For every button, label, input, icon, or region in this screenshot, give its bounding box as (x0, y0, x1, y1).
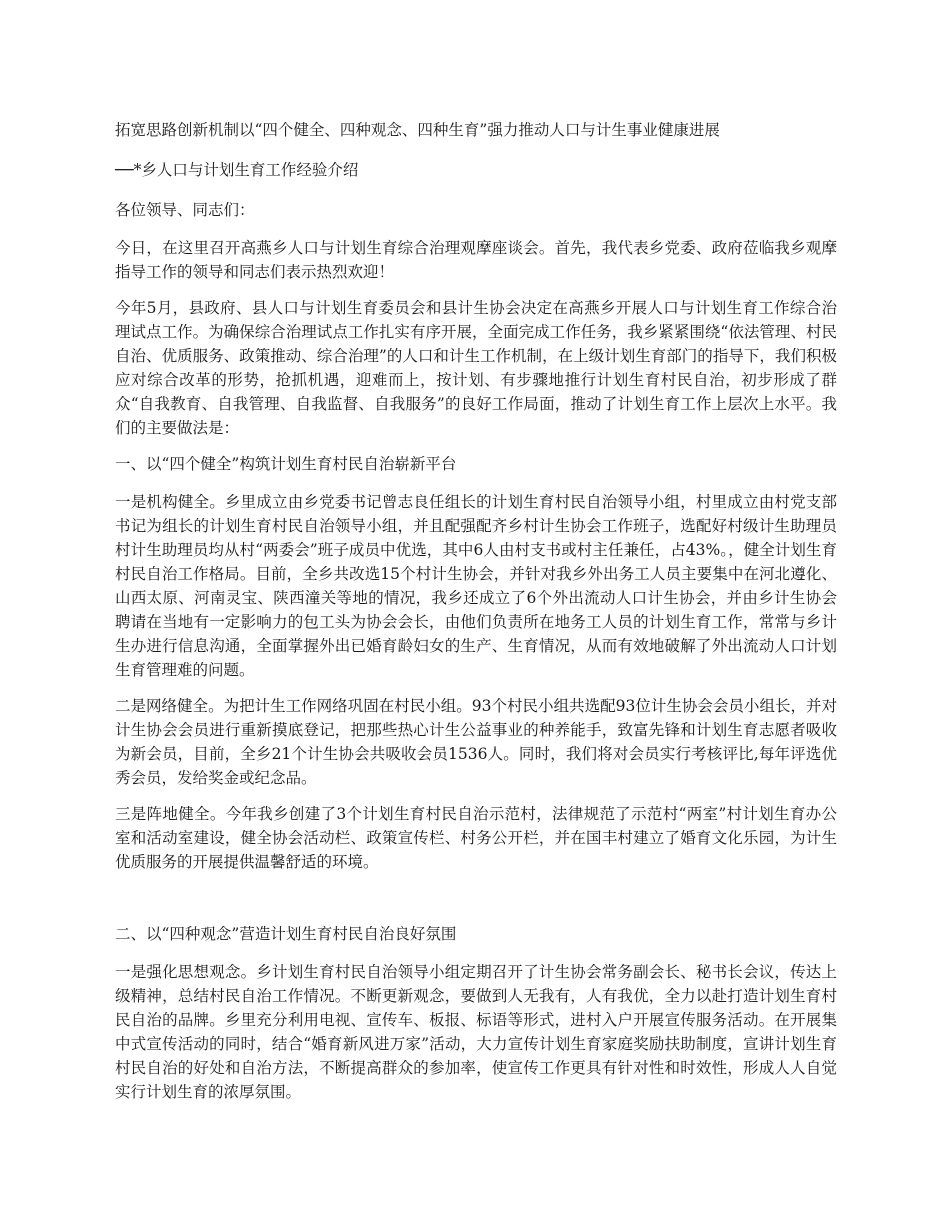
section-spacer (115, 886, 837, 922)
section-1-paragraph-organization: 一是机构健全。乡里成立由乡党委书记曾志良任组长的计划生育村民自治领导小组，村里成立由村党支部书记为组长的计划生育村民自治领导小组，并且配强配齐乡村计生协会工作班子，选配好村级计生助理员村计生助理员均从村“两委会”班子成员中优选，其中6人由村支书或村主任兼任，占43%。，健全计划生育村民自治工作格局。目前，全乡共改选15个村计生协会，并针对我乡外出务工人员主要集中在河北遵化、山西太原、河南灵宝、陕西潼关等地的情况，我乡还成立了6个外出流动人口计生协会，并由乡计生协会聘请在当地有一定影响力的包工头为协会会长，由他们负责所在地务工人员的计划生育工作，常常与乡计生办进行信息沟通，全面掌握外出已婚育龄妇女的生产、生育情况，从而有效地破解了外出流动人口计划生育管理难的问题。 (115, 493, 837, 679)
document-page (115, 118, 837, 1116)
intro-paragraph-background: 今年5月，县政府、县人口与计划生育委员会和县计生协会决定在高燕乡开展人口与计划生育工作综合治理试点工作。为确保综合治理试点工作扎实有序开展，全面完成工作任务，我乡紧紧围绕“依法管理、村民自治、优质服务、政策推动、综合治理”的人口和计生工作机制，在上级计划生育部门的指导下，我们积极应对综合改革的形势，抢抓机遇，迎难而上，按计划、有步骤地推行计划生育村民自治，初步形成了群众“自我教育、自我管理、自我监督、自我服务”的良好工作局面，推动了计划生育工作上层次上水平。我们的主要做法是： (115, 299, 837, 437)
greeting: 各位领导、同志们： (115, 201, 255, 219)
section-1-paragraph-facilities: 三是阵地健全。今年我乡创建了3个计划生育村民自治示范村，法律规范了示范村“两室”村计划生育办公室和活动室建设，健全协会活动栏、政策宣传栏、村务公开栏，并在国丰村建立了婚育文化乐园，为计生优质服务的开展提供温馨舒适的环境。 (115, 805, 837, 871)
section-1-paragraph-network: 二是网络健全。为把计生工作网络巩固在村民小组。93个村民小组共选配93位计生协会会员小组长，并对计生协会会员进行重新摸底登记，把那些热心计生公益事业的种养能手，致富先锋和计划生育志愿者吸收为新会员，目前，全乡21个计生协会共吸收会员1536人。同时，我们将对会员实行考核评比,每年评选优秀会员，发给奖金或纪念品。 (115, 697, 837, 787)
section-2-paragraph-ideology: 一是强化思想观念。乡计划生育村民自治领导小组定期召开了计生协会常务副会长、秘书长会议，传达上级精神，总结村民自治工作情况。不断更新观念，要做到人无我有，人有我优，全力以赴打造计划生育村民自治的品牌。乡里充分利用电视、宣传车、板报、标语等形式，进村入户开展宣传服务活动。在开展集中式宣传活动的同时，结合“婚育新风进万家”活动，大力宣传计划生育家庭奖励扶助制度，宣讲计划生育村民自治的好处和自治方法，不断提高群众的参加率，使宣传工作更具有针对性和时效性，形成人人自觉实行计划生育的浓厚氛围。 (115, 963, 837, 1101)
document-title: 拓宽思路创新机制以“四个健全、四种观念、四种生育”强力推动人口与计生事业健康进展 (115, 121, 720, 139)
section-1-heading: 一、以“四个健全”构筑计划生育村民自治崭新平台 (115, 455, 457, 473)
document-subtitle: ──*乡人口与计划生育工作经验介绍 (115, 161, 359, 179)
section-2-heading: 二、以“四种观念”营造计划生育村民自治良好氛围 (115, 925, 457, 943)
intro-paragraph-welcome: 今日，在这里召开高燕乡人口与计划生育综合治理观摩座谈会。首先，我代表乡党委、政府莅临我乡观摩指导工作的领导和同志们表示热烈欢迎！ (115, 239, 837, 281)
